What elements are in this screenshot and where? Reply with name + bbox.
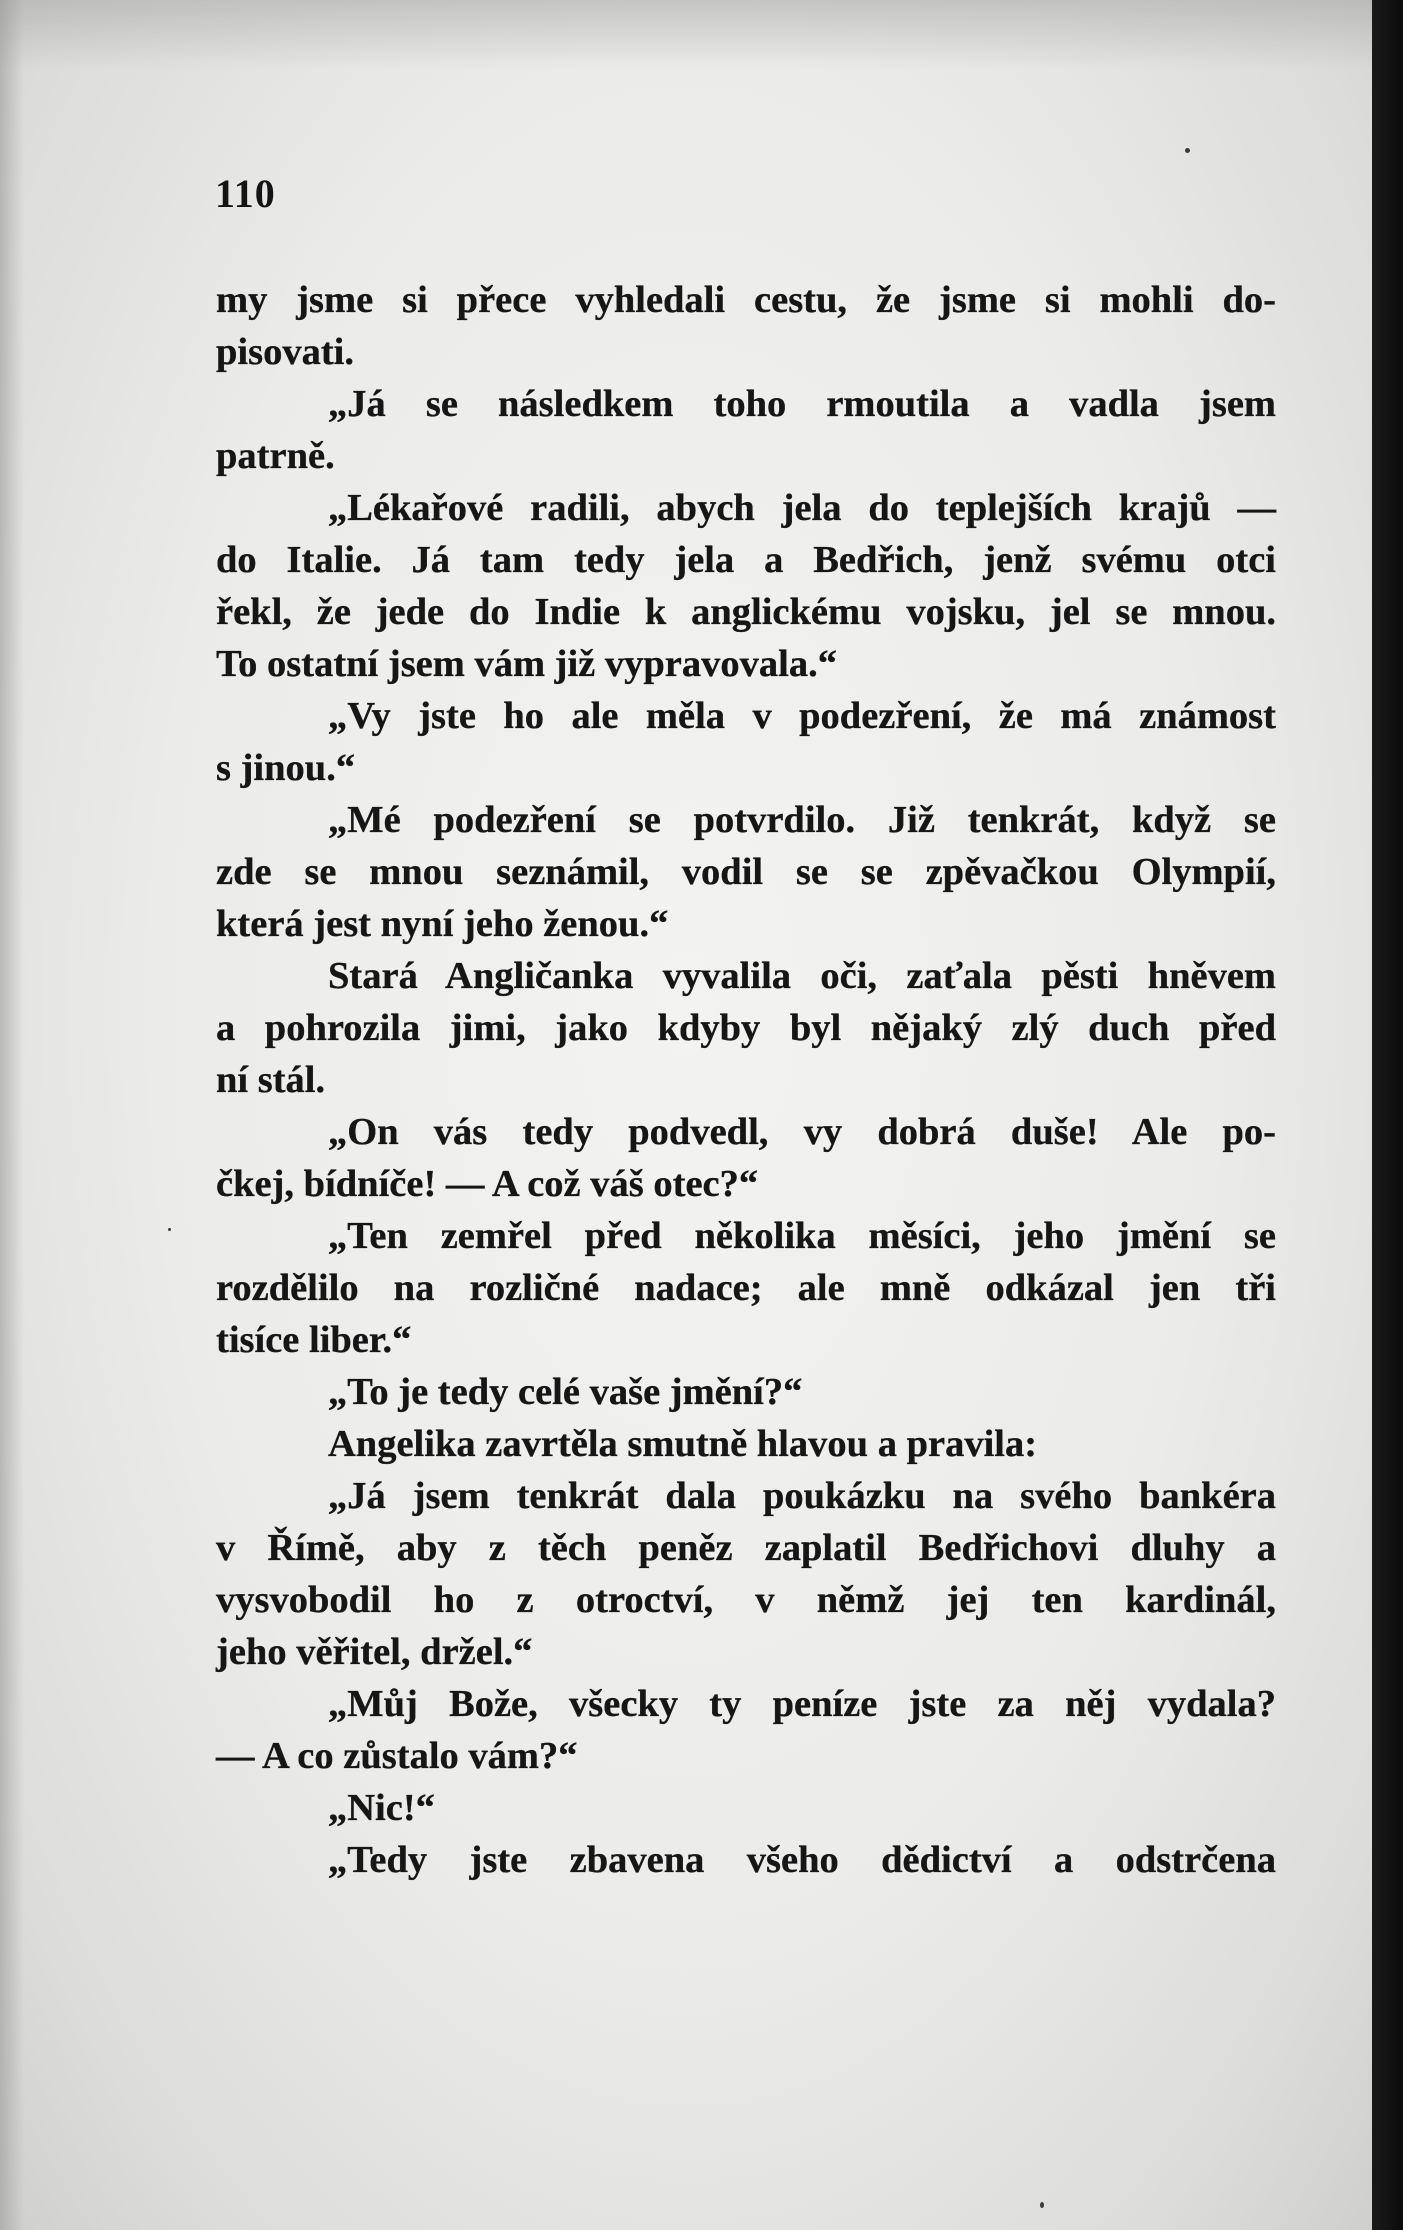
text-line: která jest nyní jeho ženou.“ xyxy=(216,903,669,945)
text-line: „To je tedy celé vaše jmění?“ xyxy=(328,1371,803,1413)
text-line: — A co zůstalo vám?“ xyxy=(216,1735,578,1777)
text-line: zde se mnou seznámil, vodil se se zpěvačkou Olympií, xyxy=(216,851,1276,893)
text-line: vysvobodil ho z otroctví, v němž jej ten kardinál, xyxy=(216,1579,1276,1621)
text-line: řekl, že jede do Indie k anglickému vojsku, jel se mnou. xyxy=(216,591,1276,633)
text-line: ní stál. xyxy=(216,1059,326,1101)
paper-speck xyxy=(168,1228,171,1231)
paper-speck xyxy=(1040,2202,1044,2208)
text-line: rozdělilo na rozličné nadace; ale mně odkázal jen tři xyxy=(216,1267,1276,1309)
scan-dark-border xyxy=(1372,0,1403,2230)
text-line: „Mé podezření se potvrdilo. Již tenkrát, když se xyxy=(328,799,1276,841)
text-line: do Italie. Já tam tedy jela a Bedřich, jenž svému otci xyxy=(216,539,1276,581)
text-line: a pohrozila jimi, jako kdyby byl nějaký zlý duch před xyxy=(216,1007,1276,1049)
text-line: „Tedy jste zbavena všeho dědictví a odstrčena xyxy=(328,1839,1276,1881)
paper-speck xyxy=(1185,148,1190,153)
text-line: „Můj Bože, všecky ty peníze jste za něj vydala? xyxy=(328,1683,1276,1725)
page-number: 110 xyxy=(215,171,276,216)
text-line: „Lékařové radili, abych jela do teplejších krajů — xyxy=(328,487,1276,529)
text-line: „Ten zemřel před několika měsíci, jeho jmění se xyxy=(328,1215,1276,1257)
text-line: jeho věřitel, držel.“ xyxy=(216,1631,533,1673)
text-line: Angelika zavrtěla smutně hlavou a pravila: xyxy=(328,1423,1038,1465)
page-left-shadow xyxy=(0,0,24,2230)
text-line: čkej, bídníče! — A což váš otec?“ xyxy=(216,1163,759,1205)
body-text xyxy=(216,274,1276,1886)
text-line: „On vás tedy podvedl, vy dobrá duše! Ale po- xyxy=(328,1111,1276,1153)
text-line: To ostatní jsem vám již vypravovala.“ xyxy=(216,643,837,685)
text-line: „Já se následkem toho rmoutila a vadla jsem xyxy=(328,383,1276,425)
text-line: v Římě, aby z těch peněz zaplatil Bedřichovi dluhy a xyxy=(216,1527,1276,1569)
text-line: patrně. xyxy=(216,435,335,477)
text-line: s jinou.“ xyxy=(216,747,356,789)
text-line: pisovati. xyxy=(216,331,354,373)
text-line: „Nic!“ xyxy=(328,1787,435,1829)
text-line: my jsme si přece vyhledali cestu, že jsme si mohli do- xyxy=(216,279,1276,321)
text-line: tisíce liber.“ xyxy=(216,1319,412,1361)
text-line: „Vy jste ho ale měla v podezření, že má známost xyxy=(328,695,1276,737)
text-line: „Já jsem tenkrát dala poukázku na svého bankéra xyxy=(328,1475,1276,1517)
page-top-shadow xyxy=(0,0,1372,70)
text-line: Stará Angličanka vyvalila oči, zaťala pěsti hněvem xyxy=(328,955,1276,997)
